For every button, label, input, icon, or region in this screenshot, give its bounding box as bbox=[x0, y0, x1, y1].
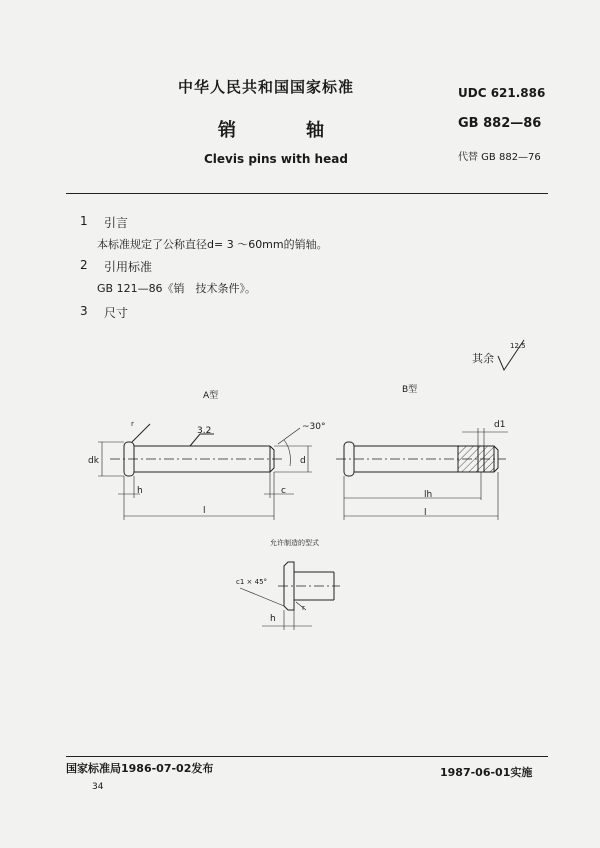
udc-code: UDC 621.886 bbox=[458, 86, 546, 100]
l-label-b: l bbox=[424, 508, 427, 518]
finish-label: 3.2 bbox=[197, 426, 212, 436]
c-label: c bbox=[281, 486, 286, 496]
standard-number: GB 882—86 bbox=[458, 116, 542, 131]
r-label-alt: r bbox=[302, 604, 305, 612]
footer-rule bbox=[66, 756, 548, 757]
type-a-label: A型 bbox=[203, 391, 219, 401]
h-label-alt: h bbox=[270, 614, 276, 624]
h-label: h bbox=[137, 486, 143, 496]
pin-type-b bbox=[336, 428, 508, 520]
alt-caption: 允许制造的型式 bbox=[270, 539, 319, 547]
issuing-body: 中华人民共和国国家标准 bbox=[178, 78, 355, 96]
lh-label: lh bbox=[424, 490, 433, 500]
section-1-heading: 引言 bbox=[104, 216, 129, 230]
document-title: 销 轴 bbox=[218, 120, 350, 141]
r-label-a: r bbox=[131, 420, 134, 428]
chamfer-label: c1 × 45° bbox=[236, 578, 268, 586]
section-2-number: 2 bbox=[80, 258, 88, 272]
d-label: d bbox=[300, 456, 306, 466]
publisher-date: 国家标准局1986-07-02发布 bbox=[66, 762, 214, 775]
d1-label: d1 bbox=[494, 420, 506, 430]
page-number: 34 bbox=[92, 782, 104, 792]
pin-type-a bbox=[98, 424, 312, 520]
section-2-heading: 引用标准 bbox=[104, 260, 153, 274]
alt-form-pin bbox=[240, 562, 340, 630]
type-b-label: B型 bbox=[402, 385, 418, 395]
section-1-body: 本标准规定了公称直径d= 3 ～60mm的销轴。 bbox=[97, 238, 328, 251]
roughness-symbol bbox=[498, 340, 524, 370]
section-2-body: GB 121—86《销 技术条件》。 bbox=[97, 282, 257, 295]
l-label-a: l bbox=[203, 506, 206, 516]
section-1-number: 1 bbox=[80, 214, 88, 228]
angle-label: ~30° bbox=[302, 422, 326, 432]
roughness-value: 12.5 bbox=[510, 342, 526, 350]
dk-label: dk bbox=[88, 456, 99, 466]
replaces-note: 代替 GB 882—76 bbox=[458, 152, 541, 163]
implementation-date: 1987-06-01实施 bbox=[440, 766, 533, 779]
section-3-number: 3 bbox=[80, 304, 88, 318]
english-title: Clevis pins with head bbox=[204, 152, 348, 166]
roughness-prefix: 其余 bbox=[472, 352, 494, 365]
section-3-heading: 尺寸 bbox=[104, 306, 129, 320]
